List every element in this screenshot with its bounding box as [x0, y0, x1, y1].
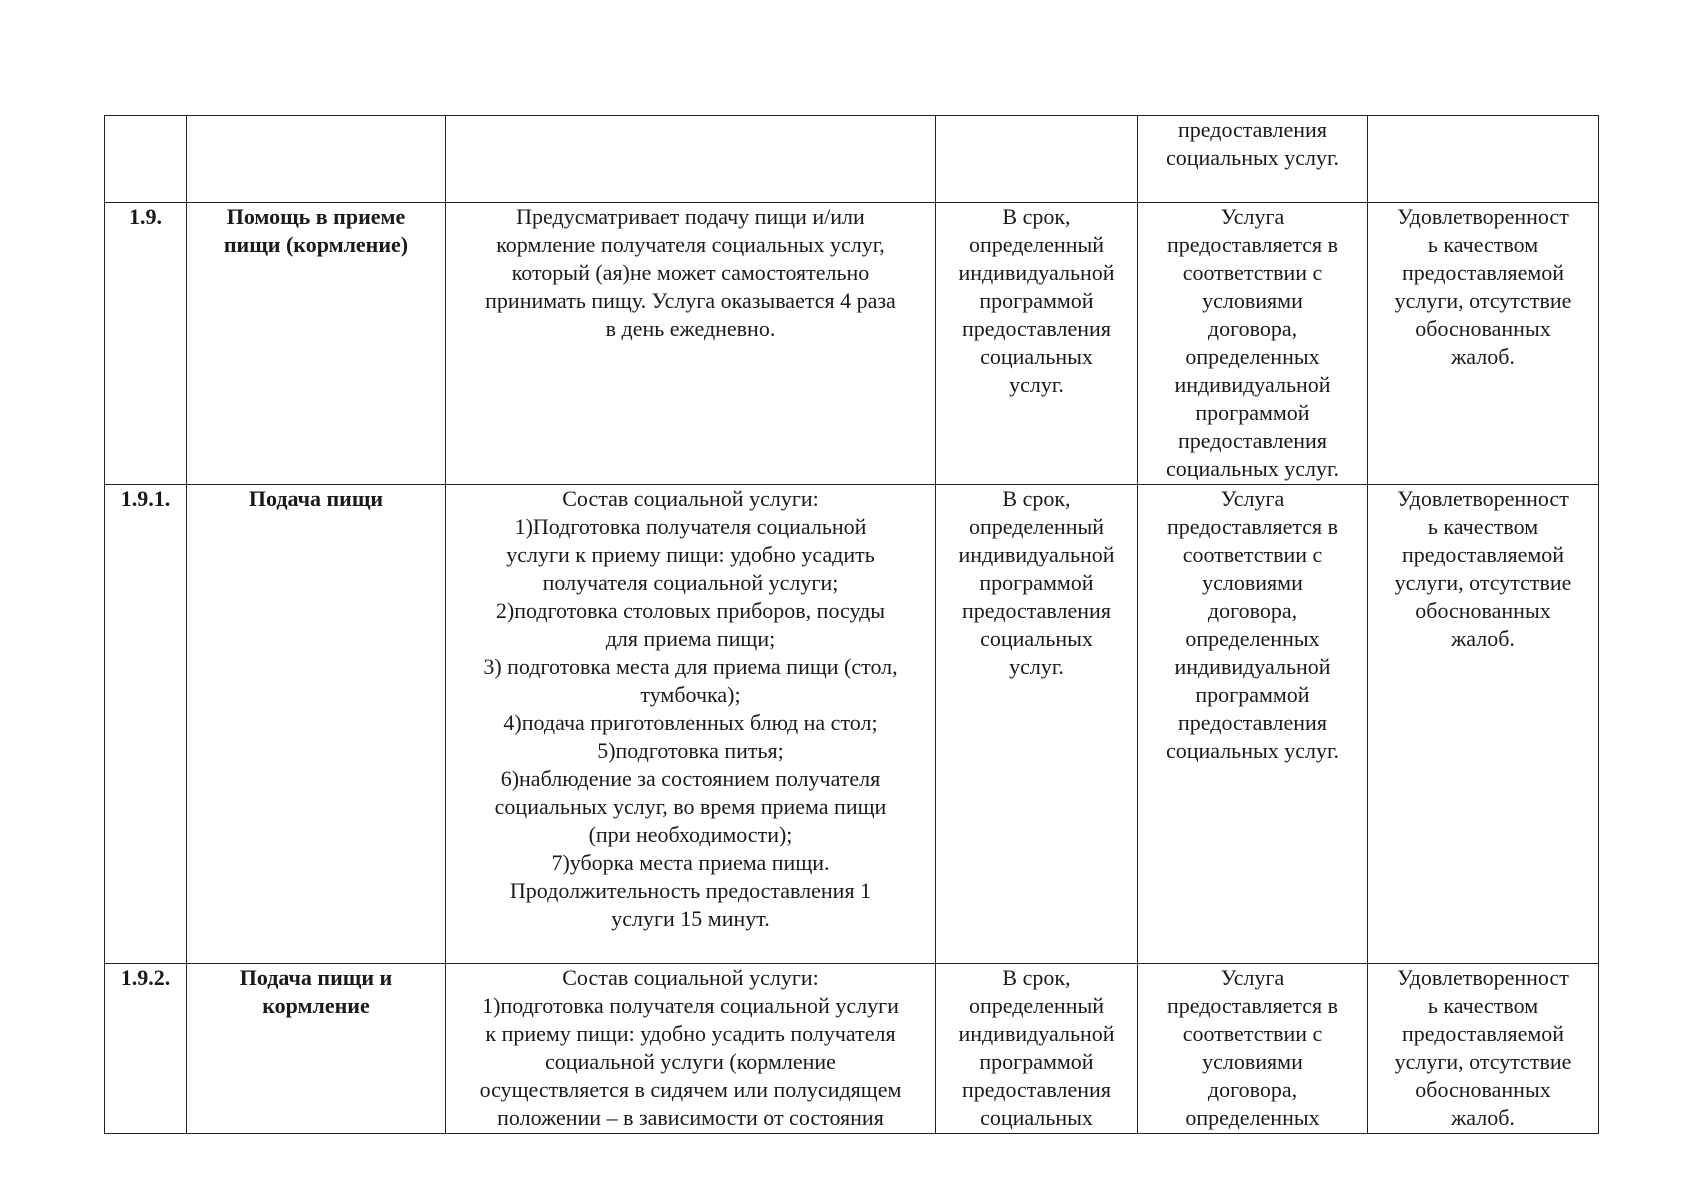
cell-term	[936, 485, 1138, 964]
cell-term	[936, 203, 1138, 485]
cell-text-line: ь качеством	[1427, 993, 1539, 1018]
cell-text-line: предоставления	[962, 316, 1111, 341]
cell-text-line: предоставляется в	[1166, 514, 1338, 539]
cell-text-line: принимать пищу. Услуга оказывается 4 раза	[485, 288, 896, 313]
cell-text-line: осуществляется в сидячем или полусидящем	[479, 1077, 902, 1102]
cell-text-line: социальных услуг.	[1165, 456, 1340, 481]
cell-text-line: В срок,	[1002, 486, 1071, 511]
cell-text-line: социальных услуг.	[1165, 145, 1340, 170]
cell-text-line: В срок,	[1002, 204, 1071, 229]
cell-text-line: 2)подготовка столовых приборов, посуды	[495, 598, 886, 623]
cell-text-line: предоставления	[962, 598, 1111, 623]
cell-text-line: который (ая)не может самостоятельно	[511, 260, 870, 285]
cell-text-line: жалоб.	[1451, 626, 1515, 651]
cell-text-line: услуги, отсутствие	[1394, 1049, 1572, 1074]
cell-text-line: ь качеством	[1427, 514, 1539, 539]
cell-text-line: определенных	[1185, 344, 1320, 369]
cell-text-line: условиями	[1202, 570, 1303, 595]
cell-text-line: ь качеством	[1427, 232, 1539, 257]
cell-text-line: В срок,	[1002, 965, 1071, 990]
cell-text-line: определенных	[1185, 1105, 1320, 1130]
cell-text-line: Удовлетворенност	[1397, 965, 1569, 990]
cell-conditions	[1138, 485, 1368, 964]
services-table	[104, 115, 1599, 1134]
cell-text-line: к приему пищи: удобно усадить получателя	[485, 1021, 896, 1046]
cell-text-line: Предусматривает подачу пищи и/или	[516, 204, 865, 229]
cell-text-line: программой	[979, 288, 1094, 313]
cell-text-line: жалоб.	[1451, 1105, 1515, 1130]
cell-text-line: 1)подготовка получателя социальной услуги	[482, 993, 899, 1018]
cell-text-line: социальных	[980, 344, 1093, 369]
cell-text-line: услуг.	[1009, 654, 1064, 679]
cell-text-line: программой	[979, 1049, 1094, 1074]
cell-text-line: социальных	[980, 626, 1093, 651]
cell-text-line: предоставляемой	[1401, 1021, 1565, 1046]
cell-text-line: индивидуальной	[958, 260, 1115, 285]
cell-text-line: социальных услуг, во время приема пищи	[494, 794, 887, 819]
cell-service-name	[187, 203, 446, 485]
table-row	[105, 964, 1599, 1134]
cell-text-line: 1)Подготовка получателя социальной	[514, 514, 867, 539]
cell-description	[446, 485, 936, 964]
cell-text-line: социальной услуги (кормление	[545, 1049, 836, 1074]
cell-term	[936, 116, 1138, 203]
cell-text-line: определенный	[968, 514, 1105, 539]
cell-number	[105, 485, 187, 964]
cell-text-line: индивидуальной	[1174, 372, 1331, 397]
cell-text-line: жалоб.	[1451, 344, 1515, 369]
cell-conditions	[1138, 116, 1368, 203]
cell-text-line: программой	[1195, 682, 1310, 707]
cell-conditions	[1138, 964, 1368, 1134]
cell-text-line: Услуга	[1220, 204, 1285, 229]
cell-text-line: договора,	[1207, 598, 1298, 623]
cell-text-line: Удовлетворенност	[1397, 204, 1569, 229]
cell-text-line: 6)наблюдение за состоянием получателя	[500, 766, 881, 791]
cell-text-line: тумбочка);	[640, 682, 741, 707]
table-row	[105, 116, 1599, 203]
cell-text-line: в день ежедневно.	[605, 316, 776, 341]
cell-text-line: условиями	[1202, 1049, 1303, 1074]
cell-text-line: социальных	[980, 1105, 1093, 1130]
cell-text-line: предоставляемой	[1401, 542, 1565, 567]
cell-text-line: предоставляется в	[1166, 993, 1338, 1018]
cell-text-line: обоснованных	[1415, 316, 1551, 341]
cell-quality	[1368, 116, 1599, 203]
cell-text-line: услуги 15 минут.	[611, 906, 770, 931]
cell-number	[105, 203, 187, 485]
cell-text-line: соответствии с	[1182, 542, 1323, 567]
cell-service-name	[187, 964, 446, 1134]
cell-text-line: Подача пищи и	[239, 965, 393, 990]
cell-text-line: получателя социальной услуги;	[542, 570, 839, 595]
cell-text-line: Состав социальной услуги:	[562, 965, 819, 990]
cell-text-line: 1.9.	[129, 204, 162, 229]
cell-text-line: индивидуальной	[1174, 654, 1331, 679]
cell-text-line: предоставления	[1178, 428, 1327, 453]
cell-description	[446, 964, 936, 1134]
cell-text-line: кормление	[262, 993, 370, 1018]
cell-text-line: для приема пищи;	[605, 626, 776, 651]
cell-service-name	[187, 116, 446, 203]
cell-text-line: услуг.	[1009, 372, 1064, 397]
cell-text-line: услуги, отсутствие	[1394, 288, 1572, 313]
cell-description	[446, 116, 936, 203]
cell-text-line: условиями	[1202, 288, 1303, 313]
cell-text-line: (при необходимости);	[588, 822, 793, 847]
cell-text-line: договора,	[1207, 316, 1298, 341]
cell-text-line: услуги, отсутствие	[1394, 570, 1572, 595]
cell-text-line: соответствии с	[1182, 260, 1323, 285]
cell-text-line: Продолжительность предоставления 1	[509, 878, 872, 903]
cell-text-line: индивидуальной	[958, 542, 1115, 567]
cell-quality	[1368, 485, 1599, 964]
cell-number	[105, 116, 187, 203]
cell-text-line: предоставления	[962, 1077, 1111, 1102]
cell-text-line: предоставляется в	[1166, 232, 1338, 257]
cell-text-line: определенных	[1185, 626, 1320, 651]
cell-text-line: предоставляемой	[1401, 260, 1565, 285]
cell-text-line: Услуга	[1220, 486, 1285, 511]
cell-text-line: Состав социальной услуги:	[562, 486, 819, 511]
cell-term	[936, 964, 1138, 1134]
cell-text-line: предоставления	[1178, 117, 1327, 142]
cell-text-line: 5)подготовка питья;	[597, 738, 784, 763]
cell-text-line: Удовлетворенност	[1397, 486, 1569, 511]
cell-text-line: индивидуальной	[958, 1021, 1115, 1046]
cell-text-line: определенный	[968, 993, 1105, 1018]
cell-text-line: пищи (кормление)	[223, 232, 409, 257]
cell-text-line: договора,	[1207, 1077, 1298, 1102]
cell-text-line: программой	[979, 570, 1094, 595]
cell-text-line: 4)подача приготовленных блюд на стол;	[503, 710, 878, 735]
cell-text-line: программой	[1195, 400, 1310, 425]
cell-text-line: 1.9.2.	[120, 965, 171, 990]
cell-text-line: Помощь в приеме	[226, 204, 406, 229]
cell-text-line: обоснованных	[1415, 1077, 1551, 1102]
cell-text-line: предоставления	[1178, 710, 1327, 735]
cell-description	[446, 203, 936, 485]
cell-text-line: кормление получателя социальных услуг,	[496, 232, 885, 257]
services-table-body	[105, 116, 1599, 1134]
cell-text-line: 3) подготовка места для приема пищи (стол,	[483, 654, 898, 679]
cell-text-line: соответствии с	[1182, 1021, 1323, 1046]
cell-conditions	[1138, 203, 1368, 485]
cell-number	[105, 964, 187, 1134]
table-row	[105, 485, 1599, 964]
cell-text-line: определенный	[968, 232, 1105, 257]
cell-text-line: социальных услуг.	[1165, 738, 1340, 763]
cell-text-line: Подача пищи	[248, 486, 384, 511]
cell-text-line: 7)уборка места приема пищи.	[551, 850, 830, 875]
cell-quality	[1368, 203, 1599, 485]
cell-service-name	[187, 485, 446, 964]
cell-text-line: 1.9.1.	[120, 486, 171, 511]
cell-text-line: услуги к приему пищи: удобно усадить	[506, 542, 875, 567]
cell-quality	[1368, 964, 1599, 1134]
cell-text-line: Услуга	[1220, 965, 1285, 990]
cell-text-line: положении – в зависимости от состояния	[497, 1105, 884, 1130]
cell-text-line: обоснованных	[1415, 598, 1551, 623]
table-row	[105, 203, 1599, 485]
